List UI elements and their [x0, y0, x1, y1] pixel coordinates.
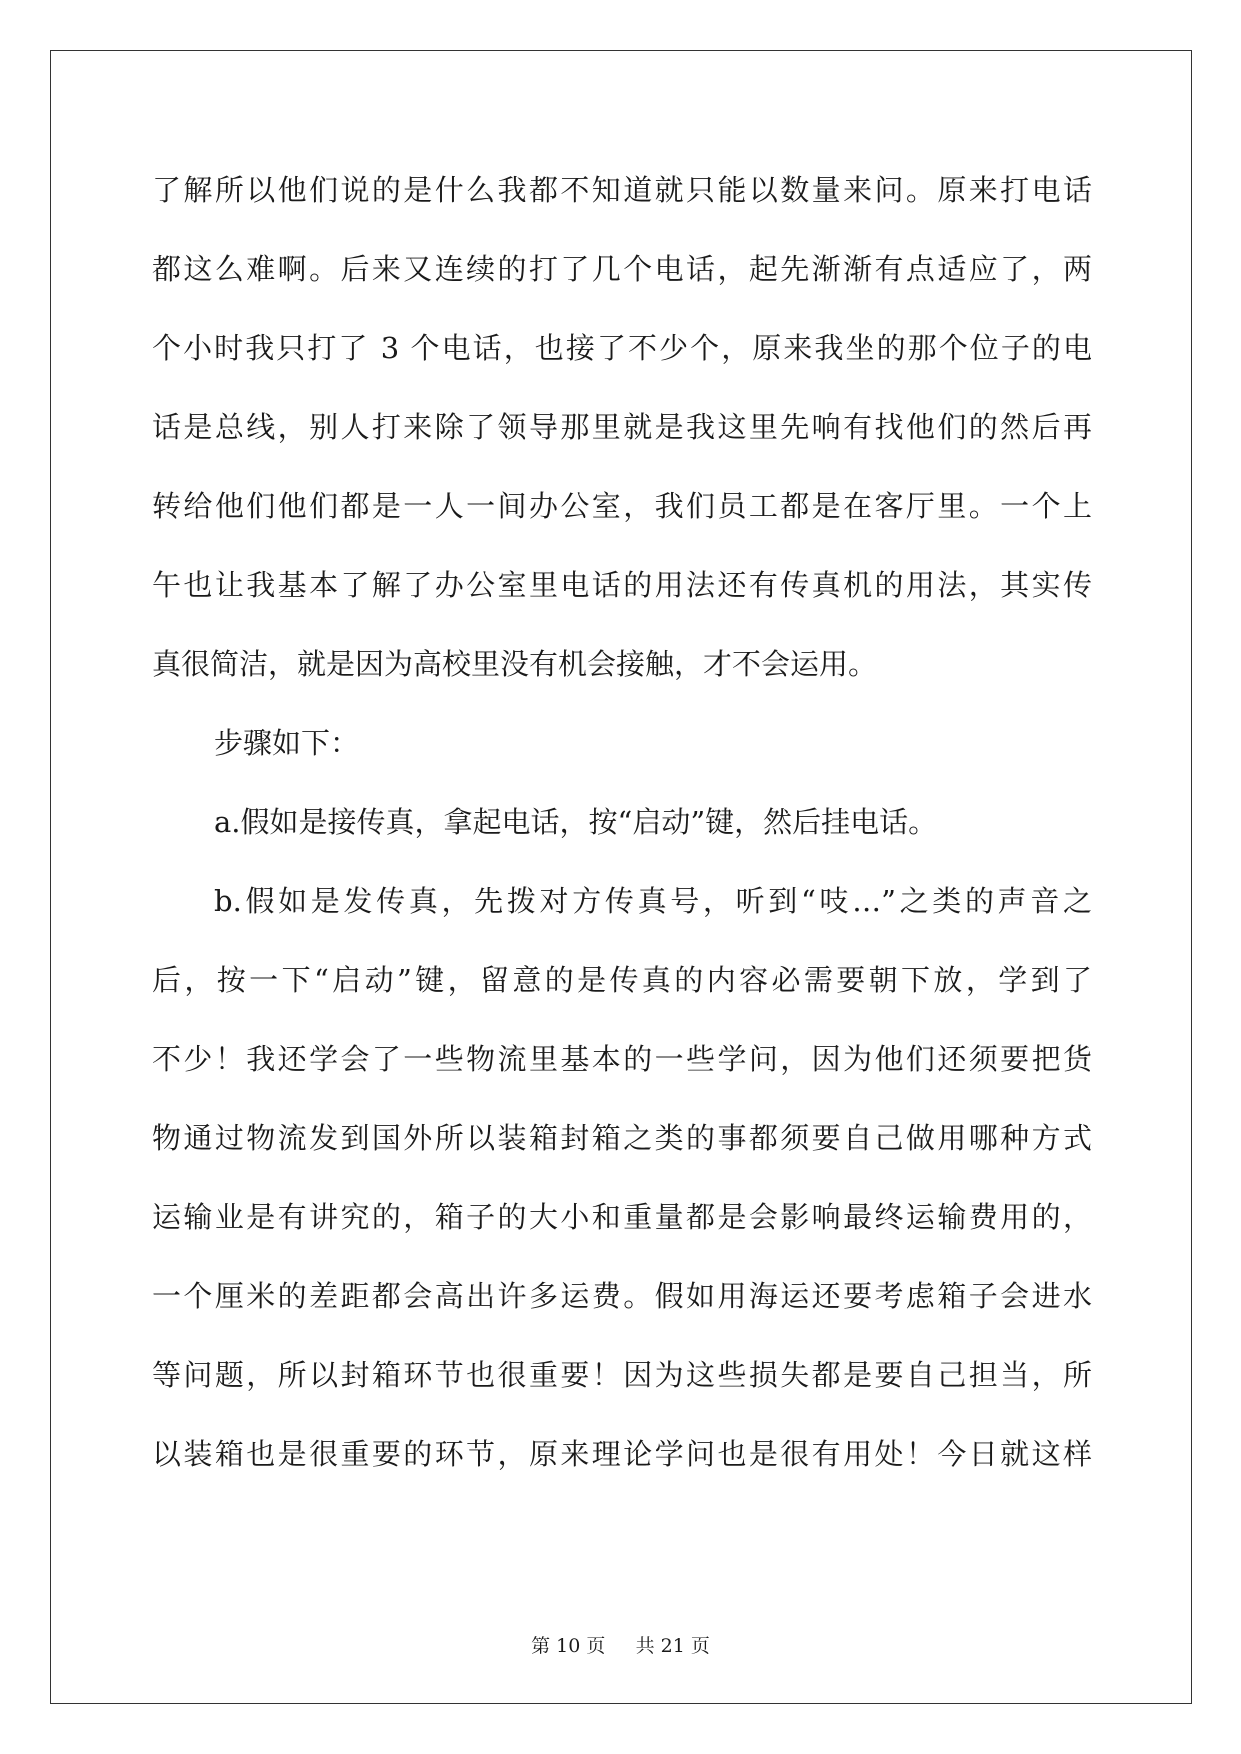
body-line-6: 午也让我基本了解了办公室里电话的用法还有传真机的用法，其实传	[152, 568, 1092, 602]
body-line-11: 后，按一下“启动”键，留意的是传真的内容必需要朝下放，学到了	[152, 963, 1092, 997]
body-line-12: 不少！我还学会了一些物流里基本的一些学问，因为他们还须要把货	[152, 1042, 1092, 1076]
body-line-5: 转给他们他们都是一人一间办公室，我们员工都是在客厅里。一个上	[152, 489, 1092, 523]
body-line-16: 等问题，所以封箱环节也很重要！因为这些损失都是要自己担当，所	[152, 1358, 1092, 1392]
footer-gap	[611, 1635, 629, 1657]
body-line-2: 都这么难啊。后来又连续的打了几个电话，起先渐渐有点适应了，两	[152, 252, 1092, 286]
body-line-14: 运输业是有讲究的，箱子的大小和重量都是会影响最终运输费用的，	[152, 1200, 1092, 1234]
body-line-15: 一个厘米的差距都会高出许多运费。假如用海运还要考虑箱子会进水	[152, 1279, 1092, 1313]
document-body	[152, 168, 1092, 1511]
body-line-3: 个小时我只打了 3 个电话，也接了不少个，原来我坐的那个位子的电	[152, 331, 1092, 365]
page-footer	[0, 1631, 1241, 1658]
total-pages: 共 21 页	[635, 1635, 710, 1657]
body-line-1: 了解所以他们说的是什么我都不知道就只能以数量来问。原来打电话	[152, 173, 1092, 207]
step-b-line-1: b.假如是发传真，先拨对方传真号，听到“吱…”之类的声音之	[214, 884, 1092, 918]
steps-heading: 步骤如下：	[214, 726, 360, 760]
step-a: a.假如是接传真，拿起电话，按“启动”键，然后挂电话。	[214, 805, 938, 839]
body-line-7: 真很简洁，就是因为高校里没有机会接触，才不会运用。	[152, 647, 878, 681]
body-line-17: 以装箱也是很重要的环节，原来理论学问也是很有用处！今日就这样	[152, 1437, 1092, 1471]
body-line-4: 话是总线，别人打来除了领导那里就是我这里先响有找他们的然后再	[152, 410, 1092, 444]
body-line-13: 物通过物流发到国外所以装箱封箱之类的事都须要自己做用哪种方式	[152, 1121, 1092, 1155]
page-number: 第 10 页	[531, 1635, 606, 1657]
